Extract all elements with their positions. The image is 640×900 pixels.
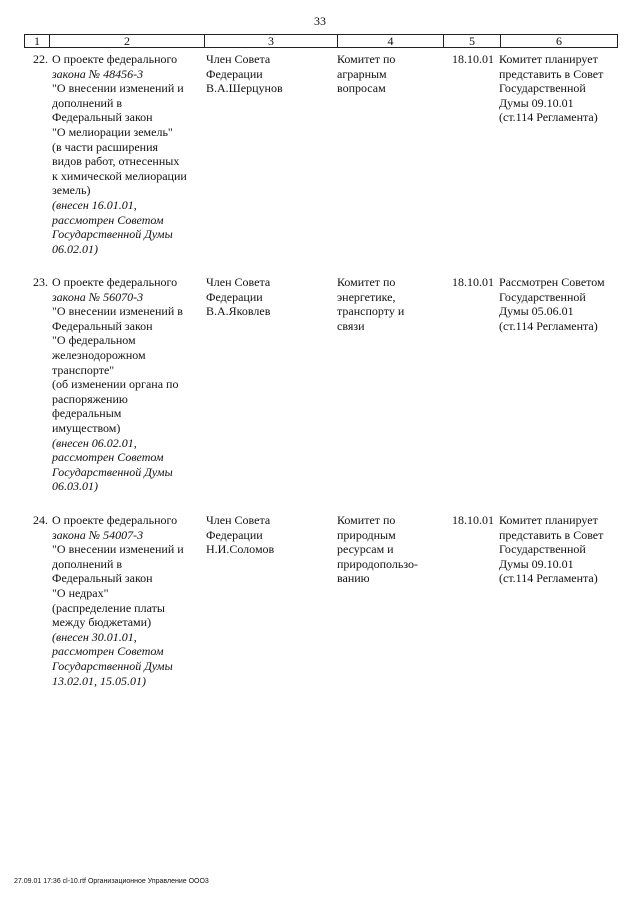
initiator: [206, 52, 334, 96]
initiator-line: Член Совета: [206, 513, 271, 527]
title-line: "О внесении изменений и: [52, 542, 184, 557]
title-line: видов работ, отнесенных: [52, 154, 180, 169]
title-line: федеральным: [52, 406, 122, 421]
title-line: распоряжению: [52, 391, 128, 406]
committee: [337, 513, 439, 586]
initiator: [206, 275, 334, 319]
column-number-header: [24, 34, 618, 48]
committee-line: Комитет по: [337, 275, 396, 289]
committee-line: ресурсам и: [337, 542, 394, 557]
title-line: закона № 56070-3: [52, 289, 144, 304]
title-line: О проекте федерального: [52, 275, 178, 289]
title-line: Федеральный закон: [52, 110, 153, 125]
committee: [337, 52, 439, 96]
committee-line: транспорту и: [337, 304, 405, 319]
title-line: рассмотрен Советом: [52, 450, 164, 465]
column-4-header: 4: [338, 35, 444, 48]
column-2-header: 2: [50, 35, 205, 48]
title-line: закона № 54007-3: [52, 527, 144, 542]
title-line: дополнений в: [52, 95, 123, 110]
status-line: Думы 05.06.01: [499, 304, 574, 319]
title-line: имуществом): [52, 420, 121, 435]
status-line: Думы 09.10.01: [499, 556, 574, 571]
column-1-header: 1: [25, 35, 50, 48]
status-line: Рассмотрен Советом: [499, 275, 605, 289]
initiator-line: Федерации: [206, 66, 263, 81]
committee-line: природопользо-: [337, 556, 418, 571]
status-line: Комитет планирует: [499, 513, 598, 527]
status: [499, 275, 621, 333]
status-line: Государственной: [499, 542, 586, 557]
title-line: Федеральный закон: [52, 571, 153, 586]
committee-line: связи: [337, 318, 365, 333]
title-line: между бюджетами): [52, 615, 152, 630]
initiator: [206, 513, 334, 557]
title-line: 06.02.01): [52, 241, 98, 256]
initiator-line: В.А.Шерцунов: [206, 81, 283, 96]
initiator-line: Член Совета: [206, 275, 271, 289]
row-number: 24.: [33, 513, 48, 527]
status-line: Комитет планирует: [499, 52, 598, 66]
title-line: "О внесении изменений в: [52, 304, 183, 319]
status-line: представить в Совет: [499, 527, 604, 542]
committee-line: Комитет по: [337, 513, 396, 527]
date: 18.10.01: [452, 275, 494, 289]
committee-line: энергетике,: [337, 289, 396, 304]
committee-line: аграрным: [337, 66, 387, 81]
status-line: представить в Совет: [499, 66, 604, 81]
committee-line: природным: [337, 527, 396, 542]
title-line: рассмотрен Советом: [52, 212, 164, 227]
status-line: (ст.114 Регламента): [499, 571, 598, 586]
title-line: закона № 48456-3: [52, 66, 144, 81]
status-line: Думы 09.10.01: [499, 95, 574, 110]
title-line: (в части расширения: [52, 139, 159, 154]
column-3-header: 3: [205, 35, 338, 48]
status: [499, 52, 621, 125]
committee: [337, 275, 439, 333]
column-6-header: 6: [501, 35, 618, 48]
row-number: 23.: [33, 275, 48, 289]
title-line: железнодорожном: [52, 347, 146, 362]
title-line: Государственной Думы: [52, 658, 173, 673]
bill-title: [52, 52, 202, 256]
initiator-line: В.А.Яковлев: [206, 304, 271, 319]
title-line: "О внесении изменений и: [52, 81, 184, 96]
title-line: Государственной Думы: [52, 227, 173, 242]
date: 18.10.01: [452, 513, 494, 527]
initiator-line: Н.И.Соломов: [206, 542, 275, 557]
title-line: дополнений в: [52, 556, 123, 571]
row-number: 22.: [33, 52, 48, 66]
title-line: к химической мелиорации: [52, 168, 187, 183]
committee-line: вопросам: [337, 81, 386, 96]
bill-title: [52, 275, 202, 494]
bill-title: [52, 513, 202, 688]
title-line: Федеральный закон: [52, 318, 153, 333]
title-line: "О недрах": [52, 585, 109, 600]
date: 18.10.01: [452, 52, 494, 66]
title-line: земель): [52, 183, 91, 198]
footer: 27.09.01 17:36 cl-10.rtf Организационное Управление ООО3: [14, 878, 209, 885]
title-line: Государственной Думы: [52, 464, 173, 479]
initiator-line: Федерации: [206, 527, 263, 542]
status-line: (ст.114 Регламента): [499, 110, 598, 125]
status: [499, 513, 621, 586]
committee-line: ванию: [337, 571, 370, 586]
title-line: рассмотрен Советом: [52, 644, 164, 659]
title-line: "О федеральном: [52, 333, 136, 348]
title-line: "О мелиорации земель": [52, 124, 173, 139]
title-line: 06.03.01): [52, 479, 98, 494]
status-line: Государственной: [499, 289, 586, 304]
column-5-header: 5: [444, 35, 501, 48]
title-line: (внесен 06.02.01,: [52, 435, 137, 450]
title-line: (внесен 16.01.01,: [52, 197, 137, 212]
title-line: О проекте федерального: [52, 52, 178, 66]
initiator-line: Член Совета: [206, 52, 271, 66]
committee-line: Комитет по: [337, 52, 396, 66]
title-line: О проекте федерального: [52, 513, 178, 527]
initiator-line: Федерации: [206, 289, 263, 304]
page-number: 33: [314, 14, 326, 28]
status-line: (ст.114 Регламента): [499, 318, 598, 333]
status-line: Государственной: [499, 81, 586, 96]
title-line: (внесен 30.01.01,: [52, 629, 137, 644]
title-line: транспорте": [52, 362, 115, 377]
title-line: 13.02.01, 15.05.01): [52, 673, 146, 688]
title-line: (об изменении органа по: [52, 377, 179, 392]
title-line: (распределение платы: [52, 600, 165, 615]
